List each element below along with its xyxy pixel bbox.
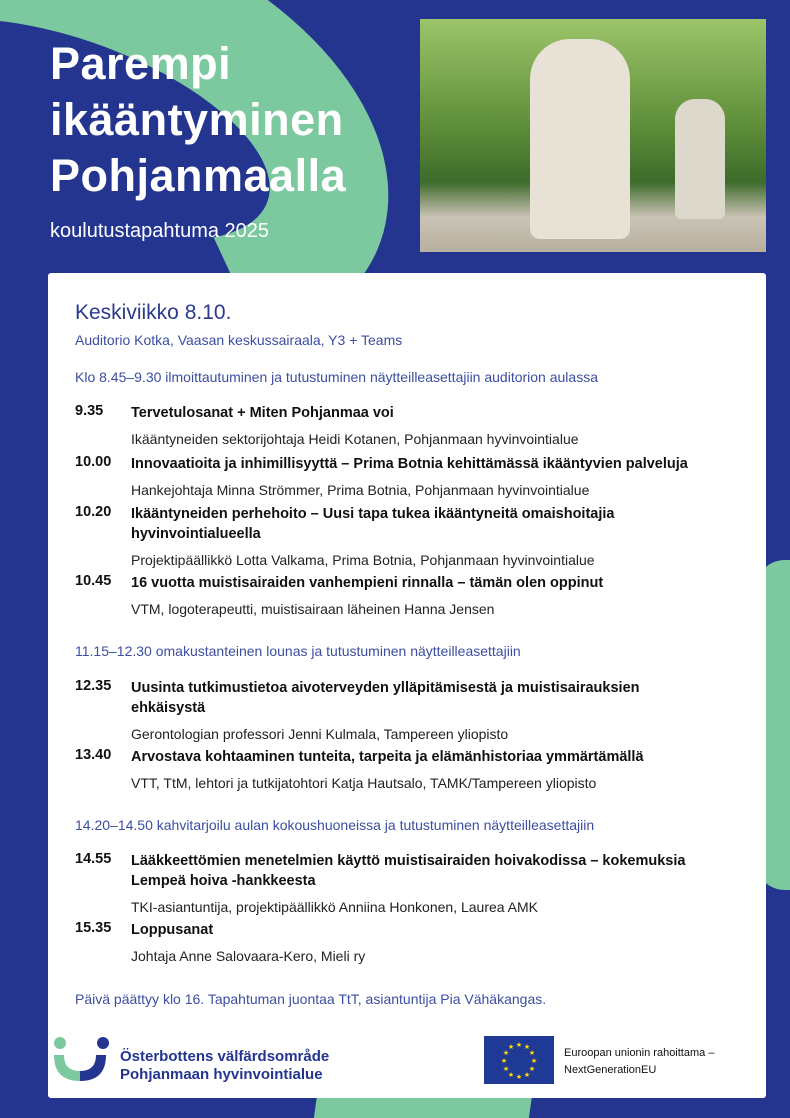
time: 13.40 <box>75 747 112 763</box>
speaker: Projektipäällikkö Lotta Valkama, Prima Botnia, Pohjanmaan hyvinvointialue <box>131 552 595 568</box>
org-name-fi: Pohjanmaan hyvinvointialue <box>120 1066 323 1083</box>
program-item <box>75 678 745 744</box>
svg-text:★: ★ <box>515 1042 523 1049</box>
svg-text:★: ★ <box>528 1066 536 1073</box>
talk-title: 16 vuotta muistisairaiden vanhempieni rinnalla – tämän olen oppinut <box>131 575 604 591</box>
talk-title: Innovaatioita ja inhimillisyyttä – Prima Botnia kehittämässä ikääntyvien palveluja <box>131 456 688 472</box>
svg-text:★: ★ <box>507 1044 515 1051</box>
svg-text:★: ★ <box>507 1072 515 1079</box>
eu-line: Euroopan unionin rahoittama – <box>564 1047 715 1059</box>
cycling-seniors-photo <box>420 19 766 252</box>
speaker: VTT, TtM, lehtori ja tutkijatohtori Katja Hautsalo, TAMK/Tampereen yliopisto <box>131 775 597 791</box>
time: 10.45 <box>75 573 112 589</box>
time: 9.35 <box>75 403 104 419</box>
speaker: Gerontologian professori Jenni Kulmala, Tampereen yliopisto <box>131 726 509 742</box>
event-title <box>50 36 346 204</box>
program-item <box>75 403 745 449</box>
program-item <box>75 851 745 917</box>
talk-title: Tervetulosanat + Miten Pohjanmaa voi <box>131 405 394 421</box>
organization-name <box>120 1048 329 1084</box>
time: 15.35 <box>75 920 112 936</box>
svg-text:★: ★ <box>515 1074 523 1081</box>
day-heading: Keskiviikko 8.10. <box>75 301 232 324</box>
title-line: Parempi <box>50 38 232 89</box>
talk-title: Uusinta tutkimustietoa aivoterveyden ylläpitämisestä ja muistisairauksien ehkäisystä <box>131 680 640 716</box>
speaker: Hankejohtaja Minna Strömmer, Prima Botnia, Pohjanmaan hyvinvointialue <box>131 482 590 498</box>
program-item <box>75 454 745 500</box>
speaker: VTM, logoterapeutti, muistisairaan läheinen Hanna Jensen <box>131 601 495 617</box>
talk-title: Ikääntyneiden perhehoito – Uusi tapa tukea ikääntyneitä omaishoitajia hyvinvointialueella <box>131 506 615 542</box>
eu-funding-text <box>564 1045 714 1079</box>
title-line: Pohjanmaalla <box>50 150 347 201</box>
svg-text:★: ★ <box>523 1044 531 1051</box>
event-subtitle: koulutustapahtuma 2025 <box>50 220 270 242</box>
program-item <box>75 504 745 570</box>
time: 10.20 <box>75 504 112 520</box>
coffee-note: 14.20–14.50 kahvitarjoilu aulan kokoushuoneissa ja tutustuminen näytteilleasettajiin <box>75 817 595 833</box>
time: 12.35 <box>75 678 112 694</box>
svg-text:★: ★ <box>500 1058 508 1065</box>
talk-title: Lääkkeettömien menetelmien käyttö muistisairaiden hoivakodissa – kokemuksia Lempeä hoiva -hankkeesta <box>131 853 686 889</box>
lunch-note: 11.15–12.30 omakustanteinen lounas ja tutustuminen näytteilleasettajiin <box>75 643 521 659</box>
time: 10.00 <box>75 454 112 470</box>
talk-title: Arvostava kohtaaminen tunteita, tarpeita ja elämänhistoriaa ymmärtämällä <box>131 749 644 765</box>
eu-flag-icon <box>484 1036 554 1084</box>
svg-text:★: ★ <box>528 1050 536 1057</box>
registration-note: Klo 8.45–9.30 ilmoittautuminen ja tutustuminen näytteilleasettajiin auditorion aulassa <box>75 369 598 385</box>
speaker: Johtaja Anne Salovaara-Kero, Mieli ry <box>131 948 366 964</box>
closing-note: Päivä päättyy klo 16. Tapahtuman juontaa TtT, asiantuntija Pia Vähäkangas. <box>75 991 547 1007</box>
speaker: Ikääntyneiden sektorijohtaja Heidi Kotanen, Pohjanmaan hyvinvointialue <box>131 431 579 447</box>
talk-title: Loppusanat <box>131 922 214 938</box>
time: 14.55 <box>75 851 112 867</box>
svg-text:★: ★ <box>502 1066 510 1073</box>
svg-text:★: ★ <box>502 1050 510 1057</box>
svg-text:★: ★ <box>523 1072 531 1079</box>
program-item <box>75 747 745 793</box>
speaker: TKI-asiantuntija, projektipäällikkö Anniina Honkonen, Laurea AMK <box>131 899 539 915</box>
program-item <box>75 573 745 619</box>
program-card <box>48 273 766 1098</box>
title-line: ikääntyminen <box>50 94 344 145</box>
program-item <box>75 920 745 966</box>
svg-text:★: ★ <box>530 1058 538 1065</box>
welfare-area-logo-icon <box>50 1035 110 1085</box>
eu-line: NextGenerationEU <box>564 1064 657 1076</box>
venue: Auditorio Kotka, Vaasan keskussairaala, Y3 + Teams <box>75 332 403 348</box>
org-name-sv: Österbottens välfärdsområde <box>120 1048 330 1065</box>
